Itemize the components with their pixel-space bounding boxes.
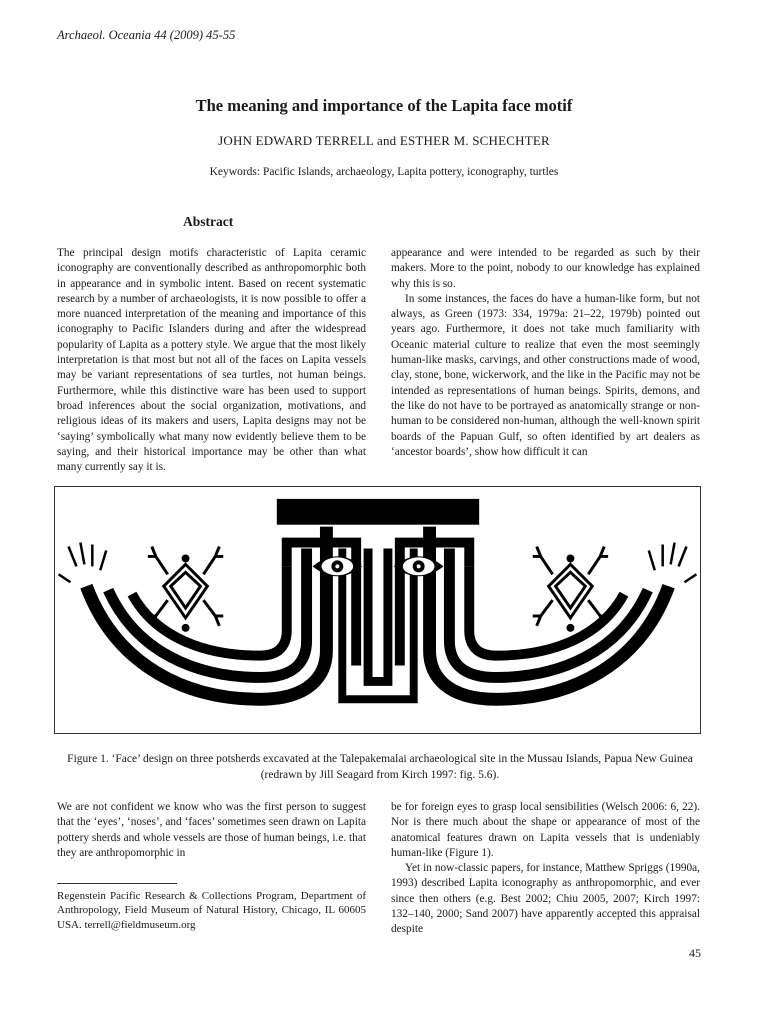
figure-lapita-face-design <box>54 486 701 734</box>
body-paragraph: In some instances, the faces do have a human-like form, but not always, as Green (1973: 334, 1979a: 21–22, 1979b) pointed out years ago. Furthermore, it does not take much familiarity with Oceanic material culture to realize that even the most seemingly human-like masks, carvings, and other constructions made of wood, clay, stone, bone, wickerwork, and the like in the Pacific may not be intended as representations of human beings. Spirits, demons, and the like do not have to be portrayed as anatomically strange or non-human to be considered non-human, although the well-known spirit boards of the Papuan Gulf, so often identified by art dealers as ‘ancestor boards’, show how difficult it can <box>391 292 700 458</box>
body-paragraph: appearance and were intended to be regarded as such by their makers. More to the point, nobody to our knowledge has explained why this is so. <box>391 247 700 290</box>
keywords: Keywords: Pacific Islands, archaeology, Lapita pottery, iconography, turtles <box>209 166 559 178</box>
abstract-paragraph: The principal design motifs characteristic of Lapita ceramic iconography are conventionally described as anthropomorphic both in appearance and in symbolic intent. Based on recent systematic research by a number of archaeologists, it is now possible to offer a more nuanced interpretation of the meaning and importance of this iconography to Pacific Islanders during and after the widespread popularity of Lapita as a pottery style. We argue that the most likely interpretation is that most but not all of the faces on Lapita vessels may be variant representations of sea turtles, not human beings. Furthermore, while this distinctive ware has been used to support broad inferences about the social organization, motivations, and religious ideas of its makers and users, Lapita designs may not be ‘saying’ symbolically what many now evidently believe them to be saying, and their historical importance may be other than what many currently say it is. <box>57 247 366 474</box>
journal-reference: Archaeol. Oceania 44 (2009) 45-55 <box>57 28 236 42</box>
body-column-right-top <box>391 246 700 460</box>
figure-caption: Figure 1. ‘Face’ design on three potsherds excavated at the Talepakemalai archaeological site in the Mussau Islands, Papua New Guinea (redrawn by Jill Seagard from Kirch 1997: fig. 5.6). <box>67 753 693 781</box>
body-paragraph: We are not confident we know who was the first person to suggest that the ‘eyes’, ‘noses’, and ‘faces’ sometimes seen drawn on Lapita pottery sherds and whole vessels are those of human beings, i.e. that they are anthropomorphic in <box>57 801 366 859</box>
author-affiliation: Regenstein Pacific Research & Collections Program, Department of Anthropology, Field Museum of Natural History, Chicago, IL 60605 USA. terrell@fieldmuseum.org <box>57 890 366 931</box>
body-column-right-bottom <box>391 800 700 938</box>
body-paragraph: be for foreign eyes to grasp local sensibilities (Welsch 2006: 6, 22). Nor is there much about the shape or appearance of most of the anatomical features drawn on Lapita vessels that is undeniably human-like (Figure 1). <box>391 801 700 859</box>
abstract-heading: Abstract <box>183 214 234 229</box>
footnote-rule <box>57 883 177 884</box>
abstract-text <box>57 246 366 475</box>
lapita-face-illustration <box>55 487 700 733</box>
article-authors: JOHN EDWARD TERRELL and ESTHER M. SCHECHTER <box>218 133 550 148</box>
article-title: The meaning and importance of the Lapita face motif <box>195 96 573 115</box>
page-number: 45 <box>689 946 701 960</box>
body-paragraph: Yet in now-classic papers, for instance, Matthew Spriggs (1990a, 1993) described Lapita iconography as anthropomorphic, and ever since then others (e.g. Best 2002; Chiu 2005, 2007; Kirch 1997: 132–140, 2000; Sand 2007) have apparently accepted this appraisal despite <box>391 862 700 936</box>
body-column-left-bottom <box>57 800 366 861</box>
